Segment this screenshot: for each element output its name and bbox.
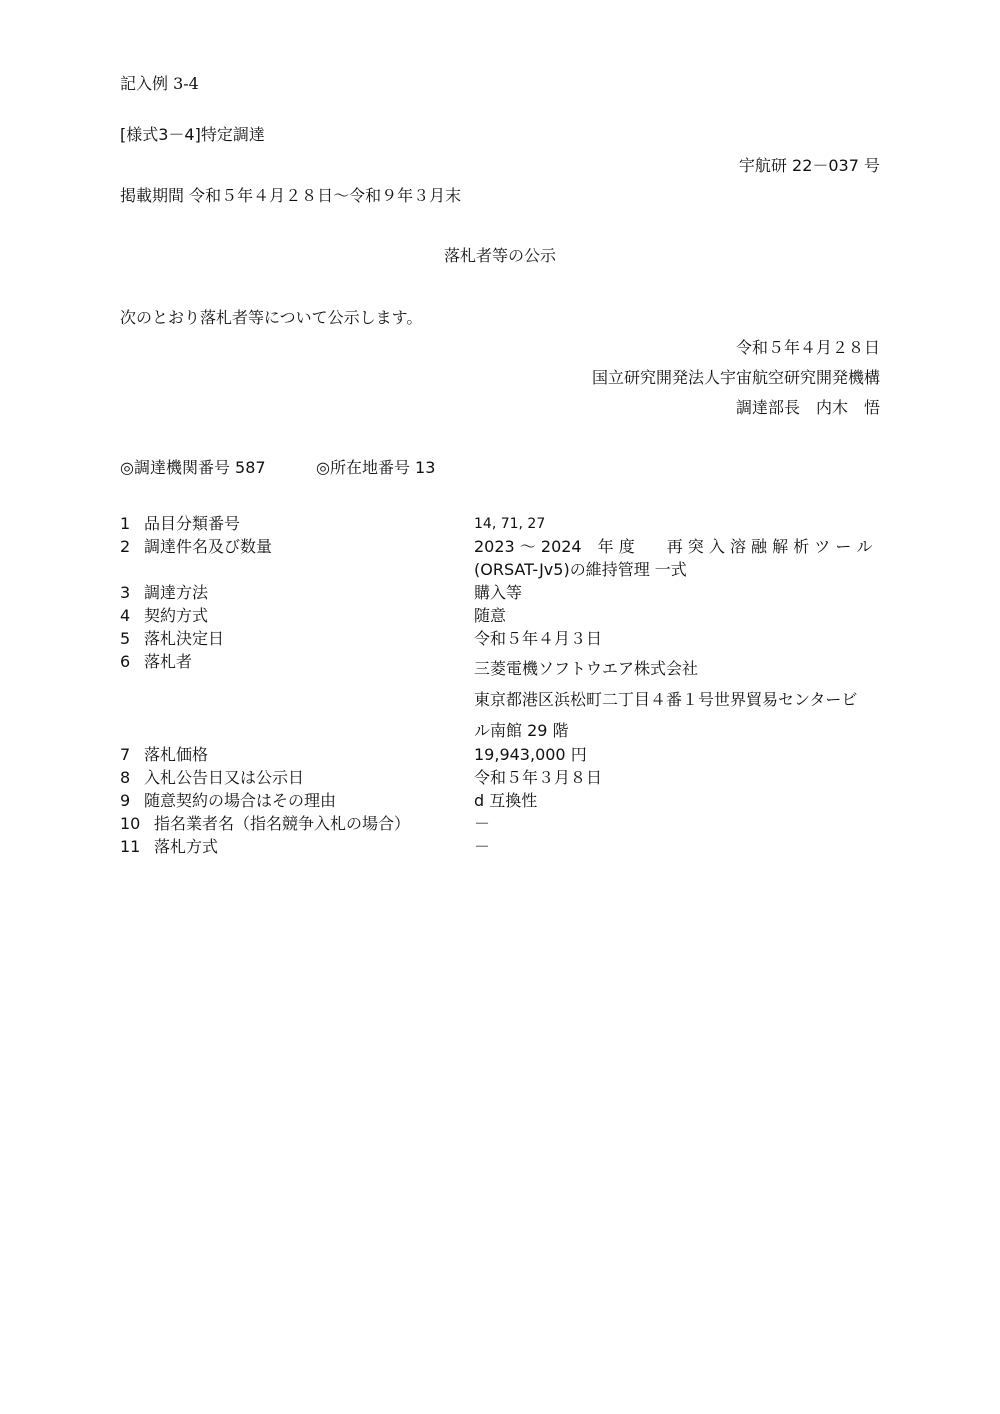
- item-value-line-2: (ORSAT-Jv5)の維持管理 一式: [474, 560, 687, 579]
- item-label: 落札者: [144, 652, 193, 671]
- item-label: 調達方法: [144, 583, 209, 602]
- item-label: 品目分類番号: [144, 514, 241, 533]
- item-value-line-2: 東京都港区浜松町二丁目４番１号世界貿易センタービ: [474, 690, 858, 709]
- item-value: 令和５年３月８日: [474, 768, 603, 787]
- item-value: 随意: [474, 606, 507, 625]
- item-label: 調達件名及び数量: [144, 537, 273, 556]
- posting-period: 掲載期間 令和５年４月２８日～令和９年３月末: [120, 186, 462, 205]
- item-value: 令和５年４月３日: [474, 629, 603, 648]
- item-label: 随意契約の場合はその理由: [144, 791, 337, 810]
- example-label: 記入例 3-4: [120, 74, 199, 93]
- item-value-line-3: ル南館 29 階: [474, 721, 569, 740]
- item-number: 11: [120, 837, 141, 856]
- agency-code: ◎調達機関番号 587: [120, 458, 266, 477]
- item-number: 1: [120, 514, 131, 533]
- item-value: 14, 71, 27: [474, 516, 546, 532]
- item-label: 落札決定日: [144, 629, 225, 648]
- item-value: d 互換性: [474, 791, 538, 810]
- item-value: 19,943,000 円: [474, 745, 587, 764]
- item-label: 入札公告日又は公示日: [144, 768, 305, 787]
- item-value: －: [474, 814, 491, 833]
- item-number: 4: [120, 606, 131, 625]
- item-number: 3: [120, 583, 131, 602]
- item-number: 5: [120, 629, 131, 648]
- intro-text: 次のとおり落札者等について公示します。: [120, 308, 423, 327]
- item-number: 6: [120, 652, 131, 671]
- item-value: 購入等: [474, 583, 523, 602]
- item-label: 落札方式: [154, 837, 219, 856]
- item-label: 契約方式: [144, 606, 209, 625]
- item-value: －: [474, 837, 491, 856]
- item-label: 指名業者名（指名競争入札の場合）: [154, 814, 411, 833]
- item-number: 2: [120, 537, 131, 556]
- page-title: 落札者等の公示: [443, 246, 556, 265]
- item-number: 9: [120, 791, 131, 810]
- organization-name: 国立研究開発法人宇宙航空研究開発機構: [591, 368, 880, 387]
- issue-date: 令和５年４月２８日: [735, 338, 880, 357]
- item-value: 三菱電機ソフトウエア株式会社: [474, 659, 699, 678]
- item-number: 7: [120, 745, 131, 764]
- signatory: 調達部長 内木 悟: [735, 398, 880, 417]
- item-value: 2023 ～ 2024 年 度 再 突 入 溶 融 解 析 ツ ー ル: [474, 537, 873, 556]
- item-label: 落札価格: [144, 745, 209, 764]
- document-number: 宇航研 22－037 号: [738, 156, 880, 175]
- form-id: [様式3－4]特定調達: [120, 125, 265, 144]
- item-number: 8: [120, 768, 131, 787]
- location-code: ◎所在地番号 13: [316, 458, 436, 477]
- item-number: 10: [120, 814, 141, 833]
